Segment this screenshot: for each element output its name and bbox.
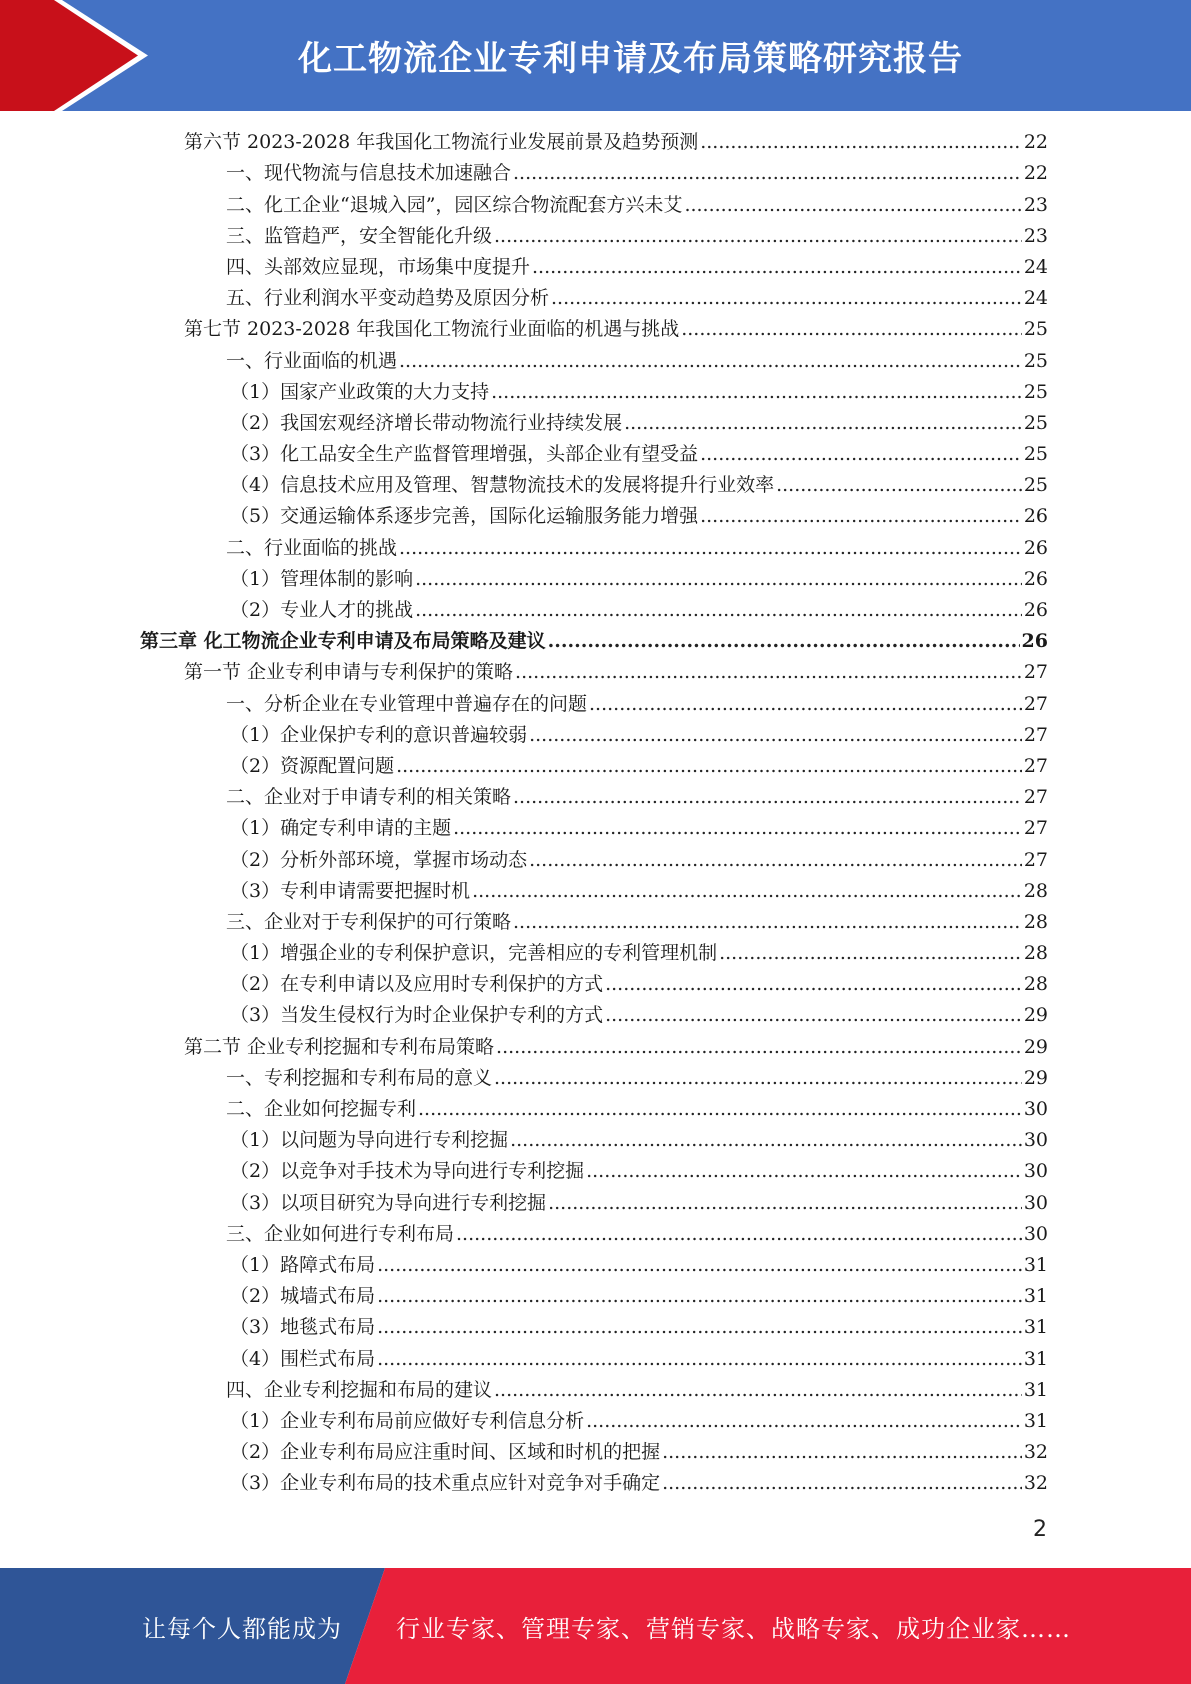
toc-entry-page: 31 xyxy=(1023,1378,1048,1401)
toc-entry-title: 第一节 企业专利申请与专利保护的策略 xyxy=(184,661,514,684)
toc-entry[interactable] xyxy=(140,501,1048,532)
toc-entry-title: （2）企业专利布局应注重时间、区域和时机的把握 xyxy=(230,1441,661,1464)
toc-entry-page: 24 xyxy=(1023,287,1048,310)
toc-dot-leader xyxy=(399,533,1022,564)
toc-dot-leader xyxy=(399,346,1022,377)
toc-entry[interactable] xyxy=(140,844,1048,875)
toc-entry-page: 27 xyxy=(1023,692,1048,715)
toc-entry[interactable] xyxy=(140,657,1048,688)
toc-entry-title: 四、头部效应显现，市场集中度提升 xyxy=(226,255,531,278)
toc-entry[interactable] xyxy=(140,189,1048,220)
toc-dot-leader xyxy=(496,1032,1022,1063)
toc-entry-title: 第三章 化工物流企业专利申请及布局策略及建议 xyxy=(140,630,546,653)
toc-entry-title: （5）交通运输体系逐步完善，国际化运输服务能力增强 xyxy=(230,505,699,528)
toc-entry[interactable] xyxy=(140,377,1048,408)
toc-dot-leader xyxy=(415,595,1022,626)
toc-entry-page: 32 xyxy=(1023,1472,1048,1495)
toc-entry[interactable] xyxy=(140,1437,1048,1468)
toc-entry-page: 22 xyxy=(1023,131,1048,154)
toc-entry[interactable] xyxy=(140,1156,1048,1187)
toc-entry[interactable] xyxy=(140,626,1048,657)
toc-dot-leader xyxy=(681,314,1022,345)
toc-dot-leader xyxy=(586,1406,1022,1437)
toc-entry-title: （1）确定专利申请的主题 xyxy=(230,817,452,840)
toc-entry-page: 28 xyxy=(1023,879,1048,902)
toc-entry[interactable] xyxy=(140,345,1048,376)
toc-dot-leader xyxy=(605,969,1022,1000)
toc-entry[interactable] xyxy=(140,907,1048,938)
toc-entry[interactable] xyxy=(140,813,1048,844)
toc-entry-page: 25 xyxy=(1023,411,1048,434)
toc-dot-leader xyxy=(418,1094,1022,1125)
toc-entry-title: （2）我国宏观经济增长带动物流行业持续发展 xyxy=(230,411,623,434)
toc-entry[interactable] xyxy=(140,564,1048,595)
page-header xyxy=(0,0,1191,111)
toc-entry-page: 22 xyxy=(1023,162,1048,185)
toc-dot-leader xyxy=(548,626,1020,657)
toc-entry-page: 24 xyxy=(1023,255,1048,278)
toc-dot-leader xyxy=(377,1312,1022,1343)
toc-entry[interactable] xyxy=(140,751,1048,782)
toc-entry-title: （3）化工品安全生产监督管理增强，头部企业有望受益 xyxy=(230,443,699,466)
toc-entry-title: （3）专利申请需要把握时机 xyxy=(230,879,471,902)
toc-entry-title: （1）增强企业的专利保护意识，完善相应的专利管理机制 xyxy=(230,942,718,965)
toc-dot-leader xyxy=(513,907,1022,938)
toc-dot-leader xyxy=(494,1375,1022,1406)
toc-entry-page: 23 xyxy=(1023,193,1048,216)
toc-entry-page: 25 xyxy=(1023,349,1048,372)
toc-entry-title: （1）管理体制的影响 xyxy=(230,567,414,590)
toc-entry[interactable] xyxy=(140,221,1048,252)
toc-entry[interactable] xyxy=(140,1000,1048,1031)
toc-entry-title: （1）以问题为导向进行专利挖掘 xyxy=(230,1129,509,1152)
toc-entry-title: （2）分析外部环境，掌握市场动态 xyxy=(230,848,528,871)
table-of-contents xyxy=(140,127,1048,1499)
toc-dot-leader xyxy=(396,751,1022,782)
toc-entry-page: 29 xyxy=(1023,1066,1048,1089)
toc-entry-page: 23 xyxy=(1023,224,1048,247)
toc-entry[interactable] xyxy=(140,1094,1048,1125)
toc-dot-leader xyxy=(776,470,1022,501)
toc-entry-page: 27 xyxy=(1023,817,1048,840)
toc-dot-leader xyxy=(551,283,1022,314)
toc-entry[interactable] xyxy=(140,158,1048,189)
toc-entry-page: 25 xyxy=(1023,380,1048,403)
toc-entry-page: 31 xyxy=(1023,1285,1048,1308)
toc-entry[interactable] xyxy=(140,1250,1048,1281)
toc-dot-leader xyxy=(589,689,1022,720)
page-footer xyxy=(0,1568,1191,1684)
toc-entry[interactable] xyxy=(140,1125,1048,1156)
toc-dot-leader xyxy=(494,221,1022,252)
toc-dot-leader xyxy=(491,377,1022,408)
toc-dot-leader xyxy=(662,1437,1022,1468)
toc-entry-title: （2）资源配置问题 xyxy=(230,754,395,777)
toc-dot-leader xyxy=(719,938,1022,969)
toc-dot-leader xyxy=(472,876,1022,907)
toc-entry-title: （1）企业专利布局前应做好专利信息分析 xyxy=(230,1409,585,1432)
toc-entry-title: 第二节 企业专利挖掘和专利布局策略 xyxy=(184,1035,495,1058)
toc-entry-title: （1）国家产业政策的大力支持 xyxy=(230,380,490,403)
toc-entry-page: 26 xyxy=(1023,567,1048,590)
toc-entry-title: （4）信息技术应用及管理、智慧物流技术的发展将提升行业效率 xyxy=(230,474,775,497)
toc-entry[interactable] xyxy=(140,1375,1048,1406)
toc-dot-leader xyxy=(529,845,1022,876)
toc-entry-page: 25 xyxy=(1023,443,1048,466)
toc-entry[interactable] xyxy=(140,1406,1048,1437)
report-title: 化工物流企业专利申请及布局策略研究报告 xyxy=(298,39,963,79)
toc-entry-title: （2）城墙式布局 xyxy=(230,1285,376,1308)
toc-entry-title: 一、现代物流与信息技术加速融合 xyxy=(226,162,512,185)
toc-entry-page: 27 xyxy=(1023,661,1048,684)
toc-entry[interactable] xyxy=(140,1468,1048,1499)
toc-dot-leader xyxy=(415,564,1022,595)
toc-dot-leader xyxy=(532,252,1022,283)
toc-entry[interactable] xyxy=(140,283,1048,314)
toc-entry-page: 29 xyxy=(1023,1035,1048,1058)
toc-entry-title: （3）当发生侵权行为时企业保护专利的方式 xyxy=(230,1004,604,1027)
toc-entry[interactable] xyxy=(140,969,1048,1000)
toc-entry-title: （1）企业保护专利的意识普遍较弱 xyxy=(230,723,528,746)
toc-entry[interactable] xyxy=(140,1281,1048,1312)
toc-entry[interactable] xyxy=(140,1312,1048,1343)
toc-entry-page: 30 xyxy=(1023,1222,1048,1245)
toc-entry-page: 27 xyxy=(1023,786,1048,809)
toc-entry-title: 五、行业利润水平变动趋势及原因分析 xyxy=(226,287,550,310)
toc-entry-page: 26 xyxy=(1023,536,1048,559)
toc-dot-leader xyxy=(548,1188,1022,1219)
toc-dot-leader xyxy=(586,1156,1022,1187)
toc-entry-title: 第七节 2023-2028 年我国化工物流行业面临的机遇与挑战 xyxy=(184,318,680,341)
toc-dot-leader xyxy=(510,1125,1022,1156)
toc-dot-leader xyxy=(513,158,1022,189)
toc-entry-title: （2）专业人才的挑战 xyxy=(230,599,414,621)
toc-entry-title: 三、企业对于专利保护的可行策略 xyxy=(226,910,512,933)
toc-entry-page: 30 xyxy=(1023,1129,1048,1152)
toc-dot-leader xyxy=(700,501,1022,532)
toc-dot-leader xyxy=(453,813,1022,844)
toc-entry-page: 28 xyxy=(1023,910,1048,933)
toc-entry-title: 二、企业对于申请专利的相关策略 xyxy=(226,786,512,809)
toc-entry[interactable] xyxy=(140,1031,1048,1062)
toc-entry-page: 29 xyxy=(1023,1004,1048,1027)
toc-entry-page: 31 xyxy=(1023,1347,1048,1370)
toc-entry[interactable] xyxy=(140,314,1048,345)
toc-entry-page: 32 xyxy=(1023,1441,1048,1464)
toc-entry[interactable] xyxy=(140,1187,1048,1218)
toc-dot-leader xyxy=(456,1219,1022,1250)
toc-entry[interactable] xyxy=(140,1343,1048,1374)
toc-entry[interactable] xyxy=(140,408,1048,439)
toc-entry[interactable] xyxy=(140,127,1048,158)
toc-entry[interactable] xyxy=(140,782,1048,813)
toc-entry-title: （3）地毯式布局 xyxy=(230,1316,376,1339)
toc-entry-page: 28 xyxy=(1023,942,1048,965)
footer-slogan-left: 让每个人都能成为 xyxy=(142,1614,342,1643)
toc-entry-page: 31 xyxy=(1023,1409,1048,1432)
toc-dot-leader xyxy=(377,1281,1022,1312)
toc-entry-title: 第六节 2023-2028 年我国化工物流行业发展前景及趋势预测 xyxy=(184,131,699,154)
toc-entry-page: 30 xyxy=(1023,1098,1048,1120)
toc-entry[interactable] xyxy=(140,532,1048,563)
toc-entry-title: （3）企业专利布局的技术重点应针对竞争对手确定 xyxy=(230,1472,661,1495)
toc-entry[interactable] xyxy=(140,595,1048,626)
toc-dot-leader xyxy=(624,408,1022,439)
toc-entry-title: （2）在专利申请以及应用时专利保护的方式 xyxy=(230,973,604,996)
toc-entry-title: 二、行业面临的挑战 xyxy=(226,536,398,559)
toc-entry-page: 26 xyxy=(1023,505,1048,528)
toc-entry-title: （2）以竞争对手技术为导向进行专利挖掘 xyxy=(230,1160,585,1183)
toc-dot-leader xyxy=(515,657,1022,688)
toc-dot-leader xyxy=(529,720,1022,751)
toc-dot-leader xyxy=(605,1000,1022,1031)
header-chevron-graphic xyxy=(0,0,160,111)
toc-dot-leader xyxy=(377,1250,1022,1281)
toc-entry-page: 27 xyxy=(1023,723,1048,746)
toc-entry[interactable] xyxy=(140,1063,1048,1094)
toc-entry-title: （3）以项目研究为导向进行专利挖掘 xyxy=(230,1191,547,1214)
toc-entry-page: 27 xyxy=(1023,754,1048,777)
toc-entry-title: 二、化工企业“退城入园”，园区综合物流配套方兴未艾 xyxy=(226,193,683,216)
toc-entry-title: 三、监管趋严，安全智能化升级 xyxy=(226,224,493,247)
toc-entry-page: 26 xyxy=(1023,599,1048,621)
toc-entry-page: 26 xyxy=(1021,630,1048,653)
toc-entry-page: 30 xyxy=(1023,1191,1048,1214)
toc-dot-leader xyxy=(700,127,1022,158)
toc-entry[interactable] xyxy=(140,938,1048,969)
toc-entry[interactable] xyxy=(140,876,1048,907)
toc-entry-page: 25 xyxy=(1023,474,1048,497)
toc-dot-leader xyxy=(494,1063,1022,1094)
toc-entry-title: 一、专利挖掘和专利布局的意义 xyxy=(226,1066,493,1089)
toc-dot-leader xyxy=(700,439,1022,470)
toc-entry-page: 28 xyxy=(1023,973,1048,996)
toc-entry-page: 25 xyxy=(1023,318,1048,341)
toc-entry-title: 二、企业如何挖掘专利 xyxy=(226,1098,417,1120)
footer-slogan-right: 行业专家、管理专家、营销专家、战略专家、成功企业家…… xyxy=(396,1614,1071,1643)
toc-entry-page: 30 xyxy=(1023,1160,1048,1183)
toc-entry[interactable] xyxy=(140,720,1048,751)
toc-entry[interactable] xyxy=(140,688,1048,719)
toc-entry-title: 三、企业如何进行专利布局 xyxy=(226,1222,455,1245)
toc-entry-title: 一、分析企业在专业管理中普遍存在的问题 xyxy=(226,692,588,715)
toc-dot-leader xyxy=(377,1344,1022,1375)
toc-entry-page: 27 xyxy=(1023,848,1048,871)
page-number: 2 xyxy=(1033,1517,1047,1542)
toc-entry[interactable] xyxy=(140,1219,1048,1250)
toc-entry[interactable] xyxy=(140,439,1048,470)
toc-entry[interactable] xyxy=(140,252,1048,283)
toc-dot-leader xyxy=(513,782,1022,813)
toc-entry-title: 四、企业专利挖掘和布局的建议 xyxy=(226,1378,493,1401)
toc-entry-page: 31 xyxy=(1023,1316,1048,1339)
toc-entry-page: 31 xyxy=(1023,1253,1048,1276)
toc-dot-leader xyxy=(662,1468,1022,1499)
toc-dot-leader xyxy=(684,190,1021,221)
toc-entry[interactable] xyxy=(140,470,1048,501)
toc-entry-title: （4）围栏式布局 xyxy=(230,1347,376,1370)
toc-entry-title: 一、行业面临的机遇 xyxy=(226,349,398,372)
toc-entry-title: （1）路障式布局 xyxy=(230,1253,376,1276)
